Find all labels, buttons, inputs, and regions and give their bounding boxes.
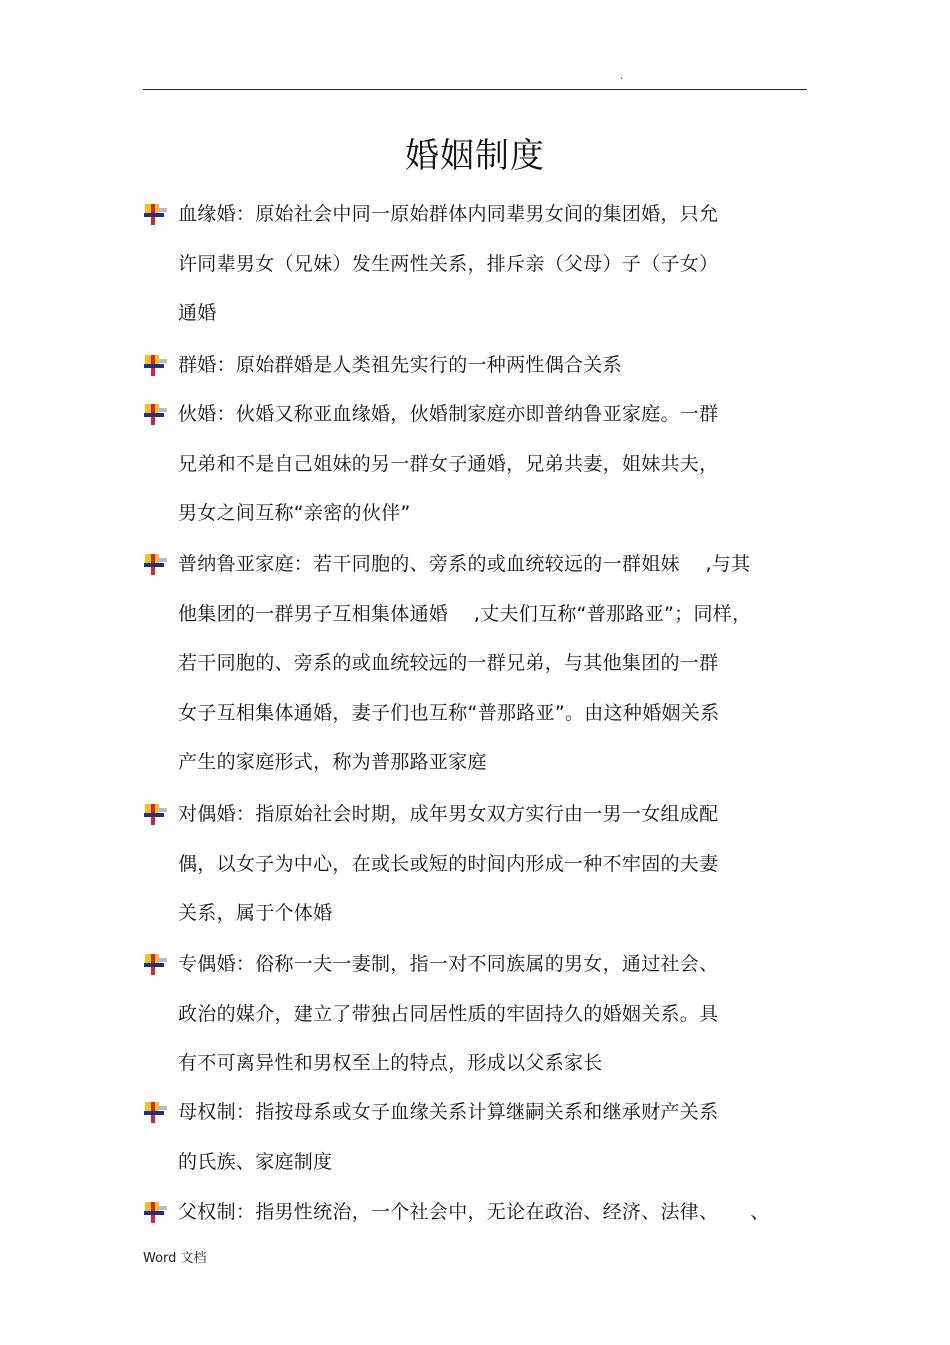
- definition-line: 普纳鲁亚家庭：若干同胞的、旁系的或血统较远的一群姐妹 ,与其: [178, 553, 751, 575]
- page-title: 婚姻制度: [405, 136, 545, 176]
- definition-line: 关系，属于个体婚: [178, 902, 333, 924]
- definition-line: 群婚：原始群婚是人类祖先实行的一种两性偶合关系: [178, 354, 622, 376]
- bullet-icon: [143, 554, 169, 576]
- definition-line: 男女之间互称“亲密的伙伴”: [178, 502, 411, 524]
- bullet-icon: [143, 1102, 169, 1124]
- definition-line: 的氏族、家庭制度: [178, 1150, 333, 1173]
- definition-line: 伙婚：伙婚又称亚血缘婚，伙婚制家庭亦即普纳鲁亚家庭。一群: [178, 403, 719, 425]
- definition-line: 母权制：指按母系或女子血缘关系计算继嗣关系和继承财产关系: [178, 1101, 719, 1123]
- bullet-icon: [143, 804, 169, 826]
- definition-line: 他集团的一群男子互相集体通婚 ,丈夫们互称“普那路亚”；同样，: [178, 602, 752, 625]
- definition-line: 通婚: [178, 302, 217, 324]
- bullet-icon: [143, 1202, 169, 1224]
- definition-line: 若干同胞的、旁系的或血统较远的一群兄弟，与其他集团的一群: [178, 652, 719, 674]
- bullet-icon: [143, 204, 169, 226]
- definition-line: 产生的家庭形式，称为普那路亚家庭: [178, 751, 487, 773]
- definition-line: 有不可离异性和男权至上的特点，形成以父系家长: [178, 1052, 603, 1074]
- header-rule: [143, 89, 807, 90]
- definition-line: 血缘婚：原始社会中同一原始群体内同辈男女间的集团婚，只允: [178, 203, 719, 225]
- definition-line: 专偶婚：俗称一夫一妻制，指一对不同族属的男女，通过社会、: [178, 953, 719, 975]
- definition-line: 父权制：指男性统治，一个社会中，无论在政治、经济、法律、 、: [178, 1201, 770, 1223]
- bullet-icon: [143, 404, 169, 426]
- header-mark: .: [620, 71, 624, 82]
- definition-line: 兄弟和不是自己姐妹的另一群女子通婚，兄弟共妻，姐妹共夫，: [178, 452, 719, 475]
- definition-line: 政治的媒介，建立了带独占同居性质的牢固持久的婚姻关系。具: [178, 1002, 719, 1025]
- definition-line: 偶，以女子为中心，在或长或短的时间内形成一种不牢固的夫妻: [178, 852, 719, 875]
- bullet-icon: [143, 355, 169, 377]
- definition-line: 许同辈男女（兄妹）发生两性关系，排斥亲（父母）子（子女）: [178, 252, 719, 275]
- bullet-icon: [143, 954, 169, 976]
- definition-line: 对偶婚：指原始社会时期，成年男女双方实行由一男一女组成配: [178, 803, 719, 825]
- page-footer: Word 文档: [143, 1251, 207, 1266]
- definition-line: 女子互相集体通婚，妻子们也互称“普那路亚”。由这种婚姻关系: [178, 701, 720, 724]
